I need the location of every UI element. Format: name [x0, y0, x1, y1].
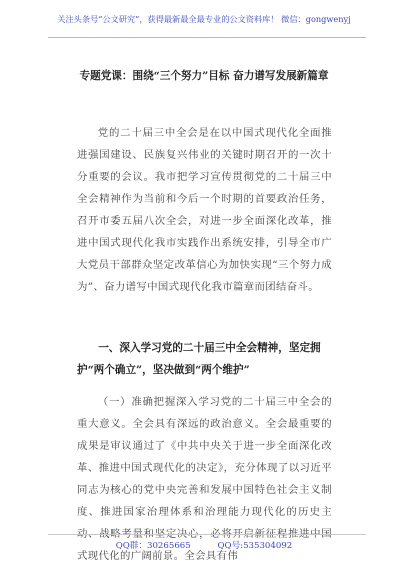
section-paragraph: （一）准确把握深入学习党的二十届三中全会的重大意义。全会具有深远的政治意义。全会最重要的成果是审议通过了《中共中央关于进一步全面深化改革、推进中国式现代化的决定》，充分体现了以习近平同志为核心的党中央完善和发展中国特色社会主义制度、推进国家治理体系和治理能力现代化的历史主动、战略考量和坚定决心，必将开启新征程推进中国式现代化的广阔前景。全会具有伟 — [77, 396, 332, 562]
header-notice: 关注头条号“公文研究”，获得最新最全最专业的公文资料库！ 微信：gongwenyj — [57, 14, 351, 24]
footer-divider — [48, 534, 366, 535]
intro-paragraph: 党的二十届三中全会是在以中国式现代化全面推进强国建设、民族复兴伟业的关键时期召开的一次十分重要的会议。我市把学习宣传贯彻党的二十届三中全会精神作为当前和今后一个时期的首要政治任务，召开市委五届八次全会，对进一步全面深化改革，推进中国式现代化我市实践作出系统安排，引导全市广大党员干部群众坚定改革信心为加快实现“三个努力成为”、奋力谱写中国式现代化我市篇章而团结奋斗。 — [77, 127, 332, 293]
header-divider — [48, 37, 366, 38]
footer-contacts — [0, 539, 408, 551]
document-title: 专题党课：围绕“三个努力”目标 奋力谱写发展新篇章 — [79, 70, 329, 82]
footer-qq-group: QQ群：30265665 — [115, 541, 191, 551]
section-heading: 一、深入学习党的二十届三中全会精神，坚定拥护“两个确立”，坚决做到“两个维护” — [77, 342, 321, 376]
footer-qq-number: QQ号:535304092 — [217, 541, 293, 551]
